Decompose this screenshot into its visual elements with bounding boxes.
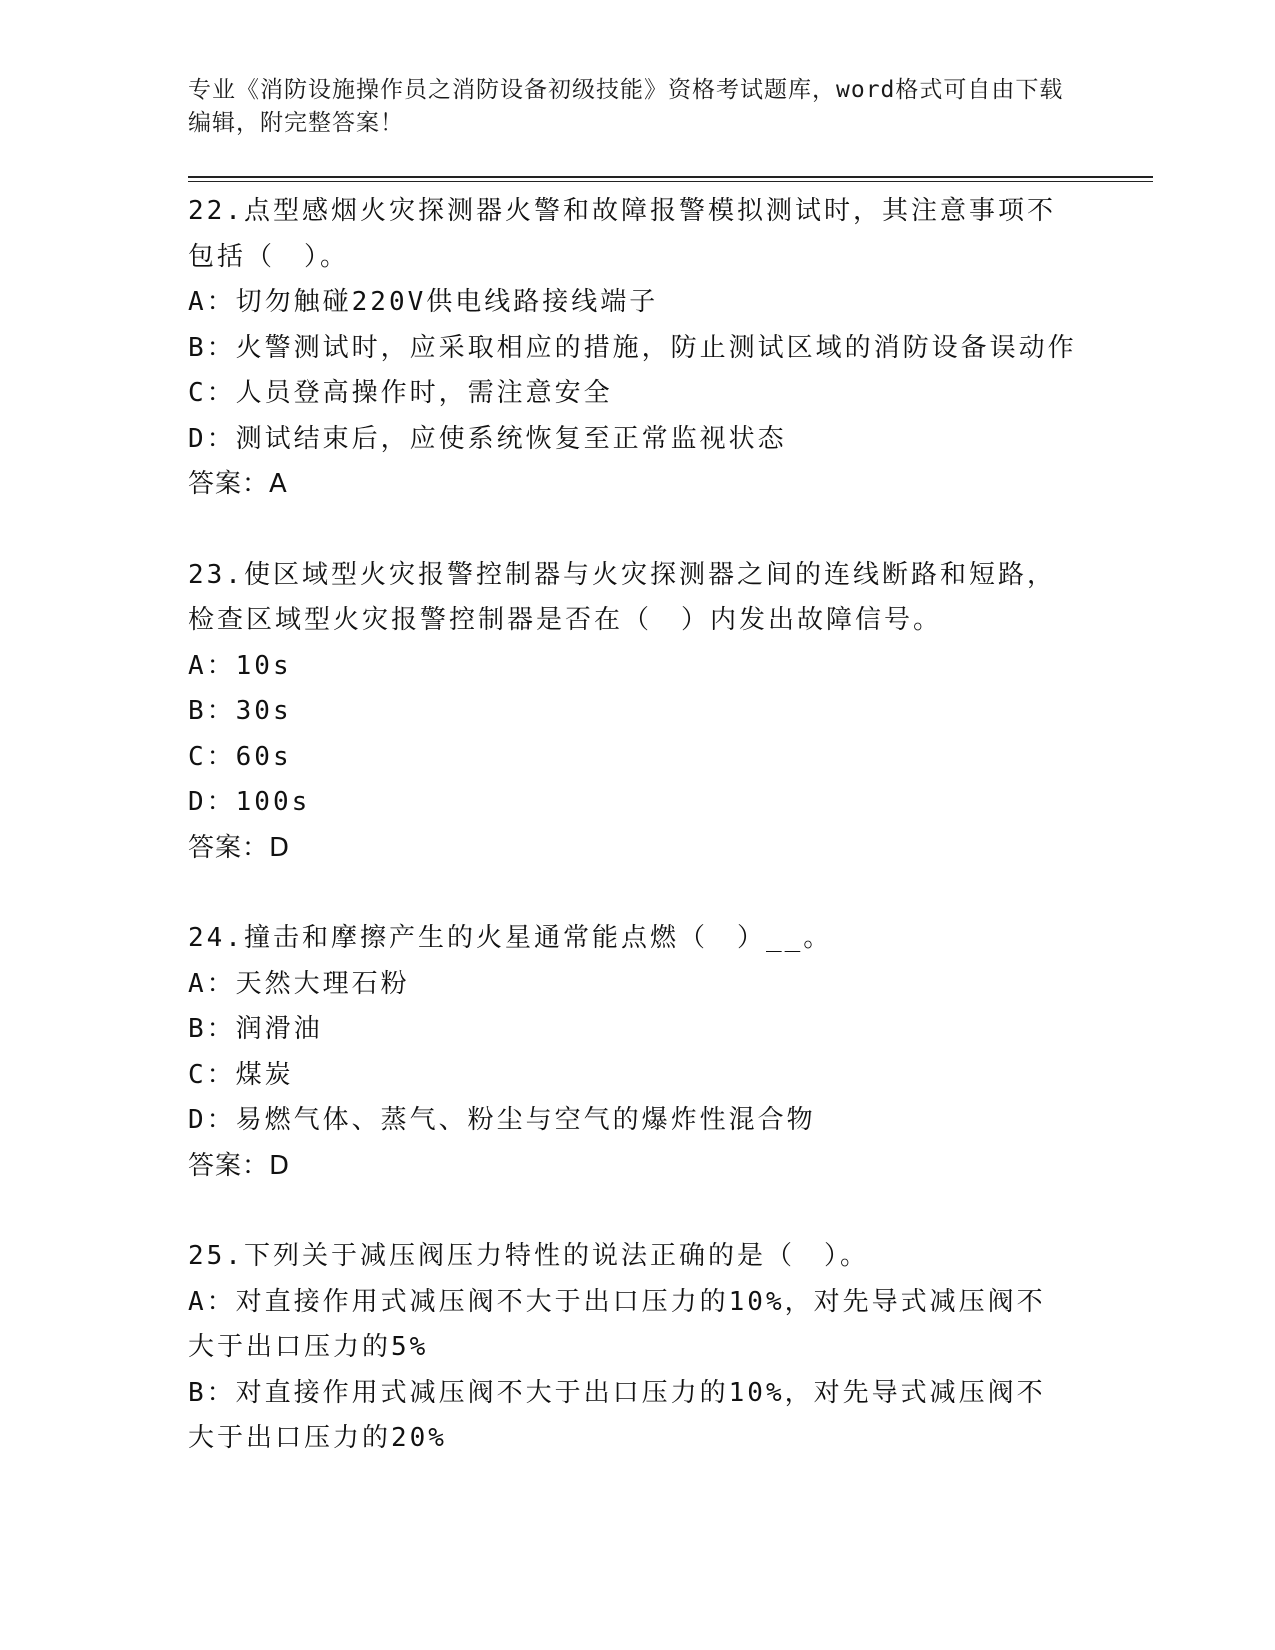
question-stem: 23.使区域型火灾报警控制器与火灾探测器之间的连线断路和短路，检查区域型火灾报警控制器是否在（ ）内发出故障信号。 — [188, 559, 1056, 635]
option-c: C：煤炭 — [188, 1059, 294, 1090]
answer: 答案：A — [188, 469, 288, 499]
option-d: D：100s — [188, 787, 311, 817]
question-22 — [188, 189, 1088, 508]
option-a: A：天然大理石粉 — [188, 968, 410, 999]
question-25 — [188, 1234, 1088, 1462]
option-d: D：易燃气体、蒸气、粉尘与空气的爆炸性混合物 — [188, 1105, 816, 1135]
answer: 答案：D — [188, 1150, 291, 1181]
option-b: B：火警测试时，应采取相应的措施，防止测试区域的消防设备误动作 — [188, 332, 1077, 363]
option-c: C：60s — [188, 741, 292, 772]
question-stem: 22.点型感烟火灾探测器火警和故障报警模拟测试时，其注意事项不包括（ ）。 — [188, 196, 1056, 272]
header-divider-thin — [188, 181, 1153, 182]
spacer — [188, 871, 1088, 916]
header-divider — [188, 176, 1153, 178]
option-b: B：对直接作用式减压阀不大于出口压力的10%，对先导式减压阀不大于出口压力的20% — [188, 1377, 1046, 1453]
option-a: A：对直接作用式减压阀不大于出口压力的10%，对先导式减压阀不大于出口压力的5% — [188, 1286, 1046, 1362]
option-d: D：测试结束后，应使系统恢复至正常监视状态 — [188, 423, 787, 454]
option-b: B：润滑油 — [188, 1014, 323, 1044]
spacer — [188, 508, 1088, 553]
question-23 — [188, 553, 1088, 872]
question-stem: 24.撞击和摩擦产生的火星通常能点燃（ ）__。 — [188, 923, 833, 953]
spacer — [188, 1189, 1088, 1234]
question-list — [188, 189, 1088, 1462]
option-a: A：切勿触碰220V供电线路接线端子 — [188, 287, 659, 317]
option-c: C：人员登高操作时，需注意安全 — [188, 378, 613, 408]
option-b: B：30s — [188, 696, 292, 726]
question-24 — [188, 916, 1088, 1189]
document-header: 专业《消防设施操作员之消防设备初级技能》资格考试题库，word格式可自由下载编辑，附完整答案！ — [188, 77, 1064, 136]
question-stem: 25.下列关于减压阀压力特性的说法正确的是（ ）。 — [188, 1241, 869, 1271]
answer: 答案：D — [188, 832, 291, 863]
option-a: A：10s — [188, 650, 292, 681]
